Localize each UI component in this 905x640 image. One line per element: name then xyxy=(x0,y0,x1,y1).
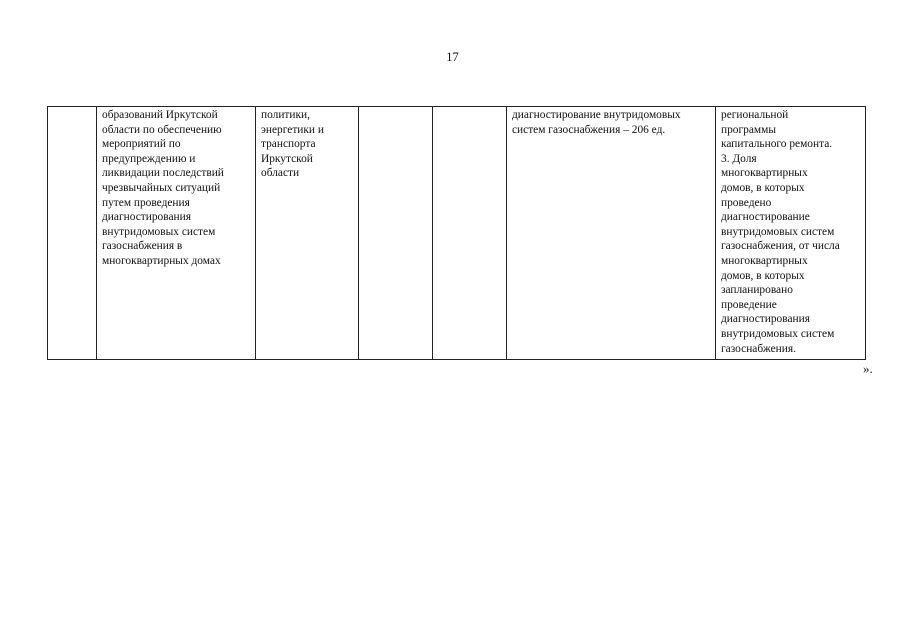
cell-text: региональной программы капитального ремонта. 3. Доля многоквартирных домов, в которых проведено диагностирование внутридомовых систем газоснабжения, от числа многоквартирных домов, в которых запланировано проведение диагностирования внутридомовых систем газоснабжения. xyxy=(721,109,840,355)
table-cell-number xyxy=(48,107,97,360)
table-cell-start-date xyxy=(359,107,433,360)
cell-text: образований Иркутской области по обеспечению мероприятий по предупреждению и ликвидации последствий чрезвычайных ситуаций путем проведения диагностирования внутридомовых систем газоснабжения в многоквартирных домах xyxy=(102,109,224,267)
cell-text: политики, энергетики и транспорта Иркутской области xyxy=(261,109,324,180)
continued-table xyxy=(47,106,866,360)
table-cell-expected-result xyxy=(507,107,716,360)
closing-quote-mark: ». xyxy=(863,361,873,376)
table-row xyxy=(48,107,866,360)
table-cell-responsible xyxy=(256,107,359,360)
page-number: 17 xyxy=(446,50,459,64)
table-cell-event-name xyxy=(97,107,256,360)
table-cell-indicators xyxy=(716,107,866,360)
cell-text: диагностирование внутридомовых систем газоснабжения – 206 ед. xyxy=(512,109,681,136)
table-cell-end-date xyxy=(433,107,507,360)
